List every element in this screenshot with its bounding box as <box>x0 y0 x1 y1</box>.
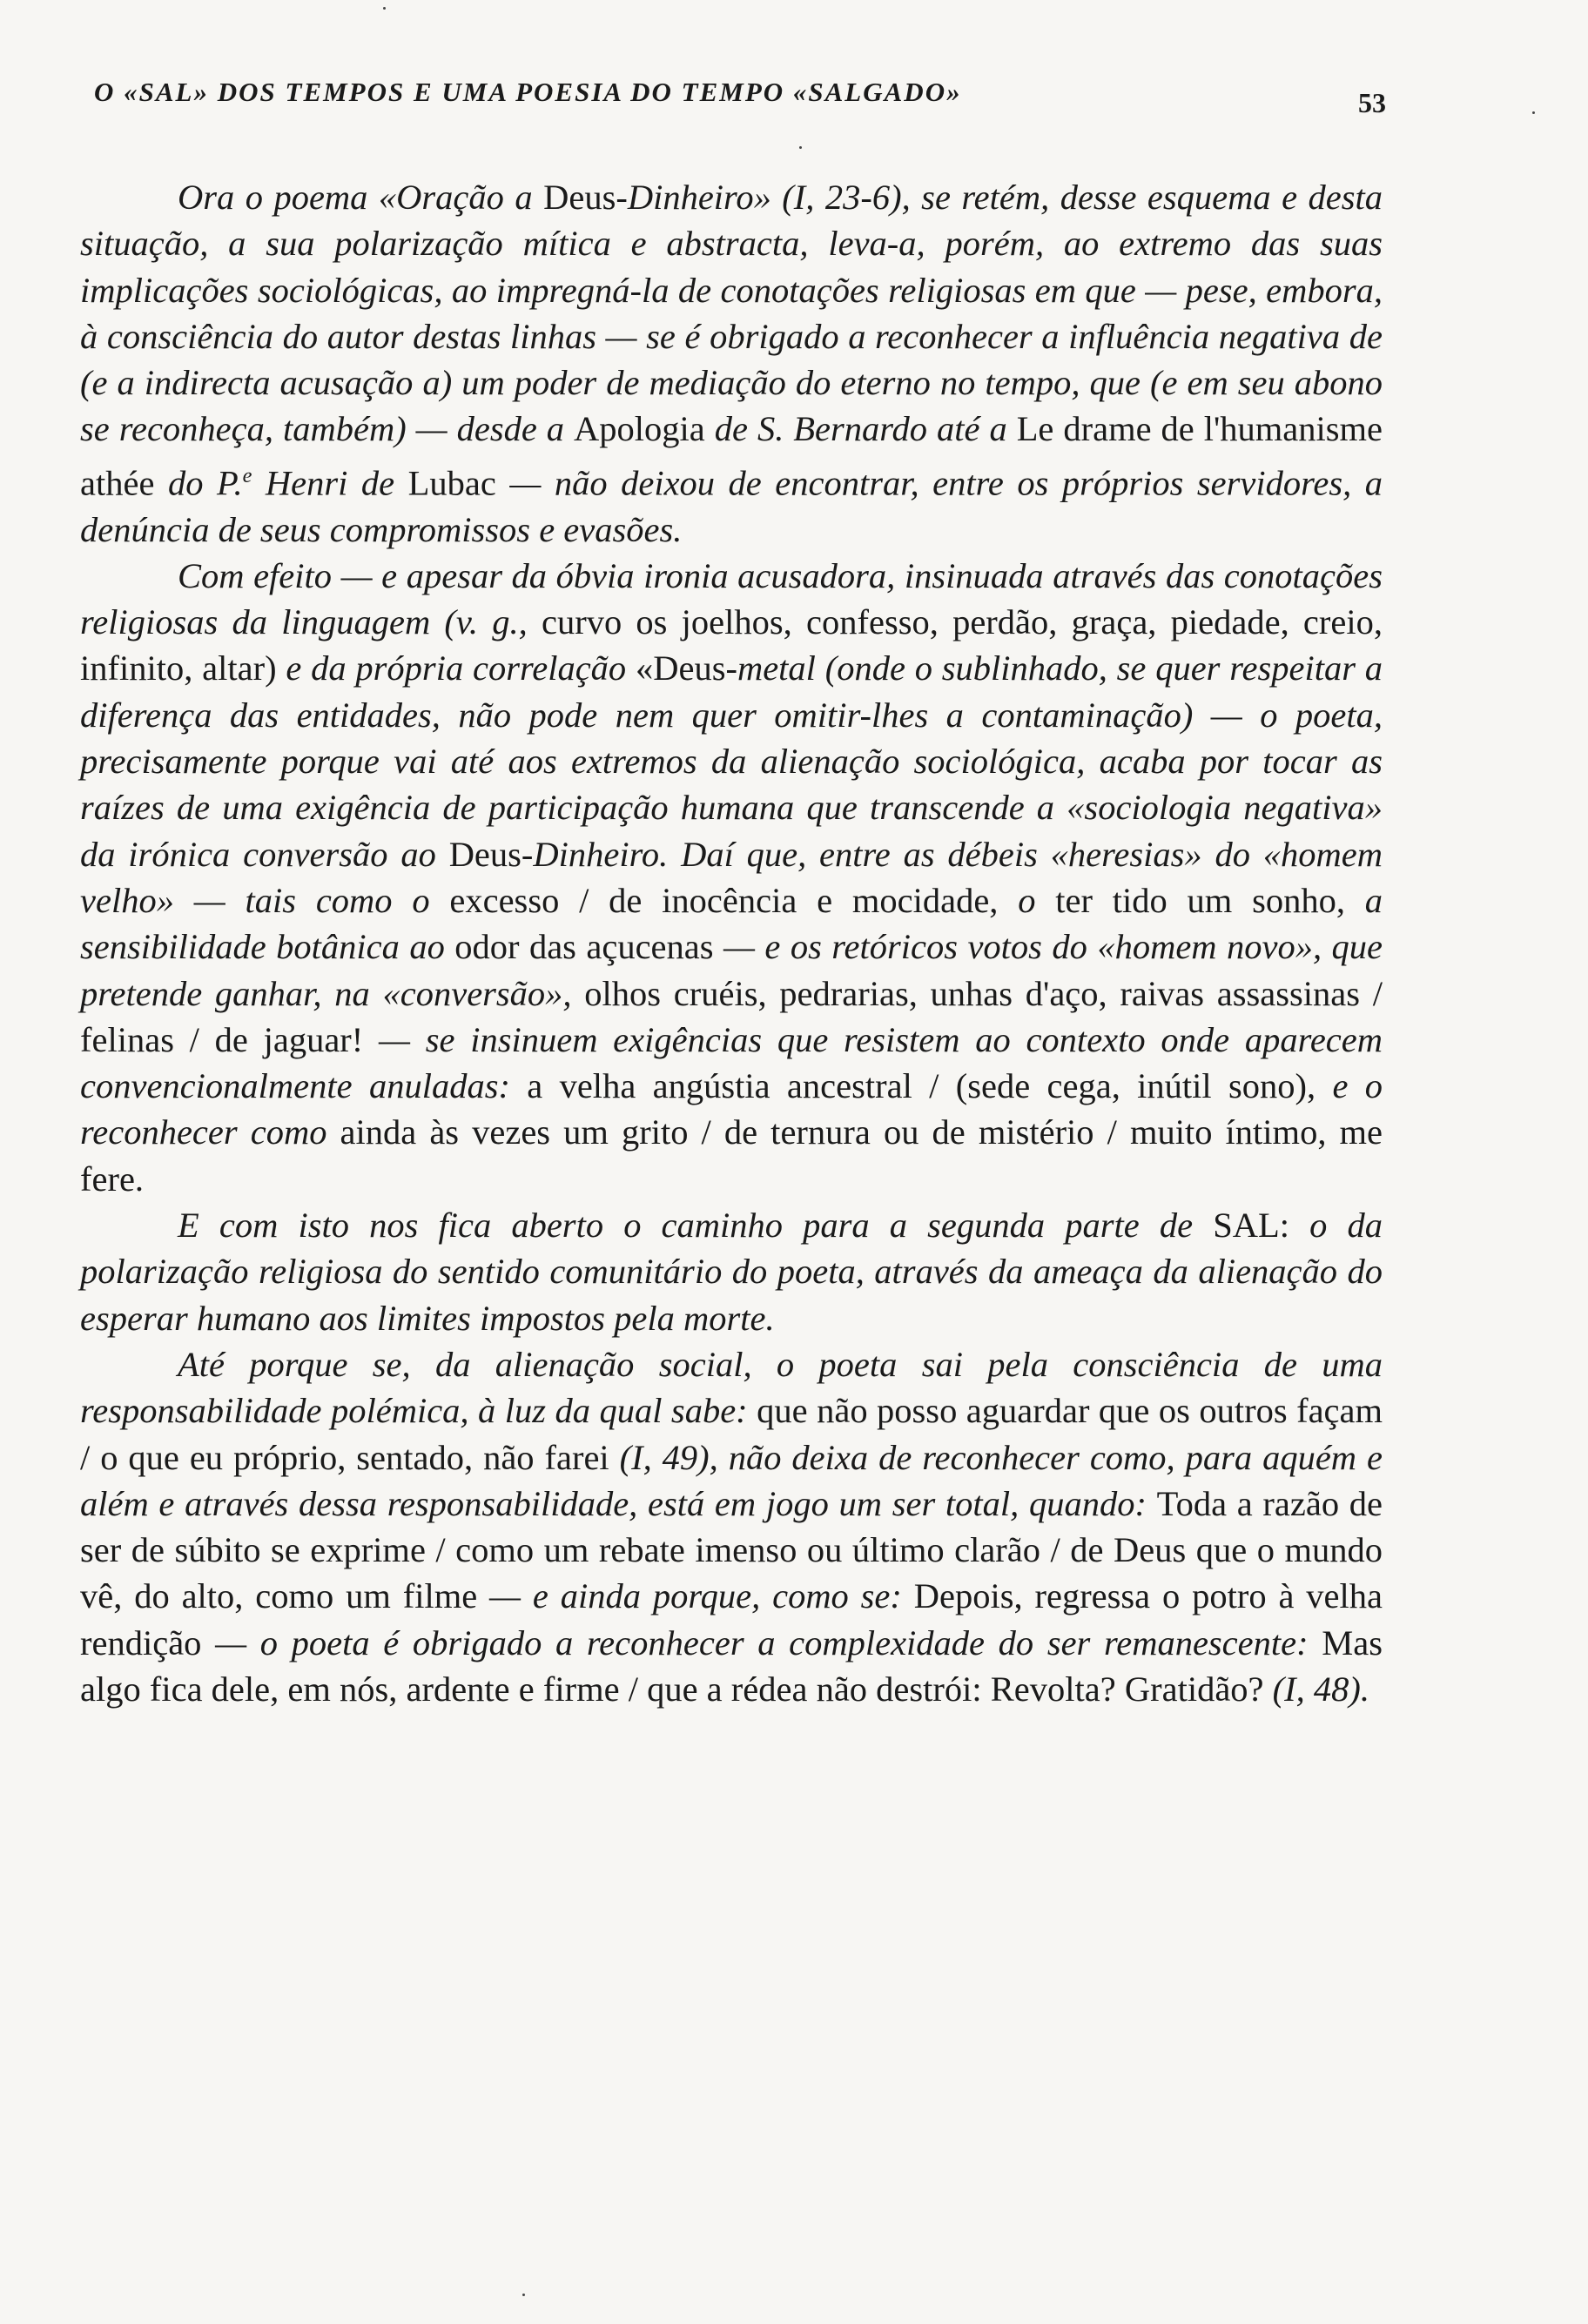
body-text <box>80 174 1383 1712</box>
italic-run: metal (onde o sublinhado, se quer respeitar a diferença das entidades, não pode nem quer omitir-lhes a contaminação) — o poeta, precisamente porque vai até aos extremos da alienação sociológica, acaba por tocar as raízes de uma exigência de participação humana que transcende a «sociologia negativa» da irónica conversão ao <box>80 648 1383 874</box>
print-speck <box>799 146 802 149</box>
roman-run: excesso / de inocência e mocidade, <box>449 880 999 920</box>
italic-run: (I, 48). <box>1263 1669 1369 1709</box>
italic-run: o da polarização religiosa do sentido comunitário do poeta, através da ameaça da alienação do esperar humano aos limites impostos pela morte. <box>80 1206 1383 1338</box>
italic-run: (I, 49), não deixa de reconhecer como, para aquém e além e através dessa responsabilidade, está em jogo um ser total, quando: <box>80 1437 1383 1523</box>
roman-run: Le drame de l'humanisme athée <box>80 409 1383 503</box>
paragraph-2 <box>80 553 1383 1202</box>
roman-run: odor das açucenas <box>454 927 714 967</box>
print-speck <box>1532 111 1535 114</box>
italic-run: Ora o poema «Oração a <box>178 178 544 217</box>
italic-run: — se insinuem exigências que resistem ao contexto onde aparecem convencionalmente anuladas: <box>80 1019 1383 1106</box>
roman-run: que não posso aguardar que os outros façam / o que eu próprio, sentado, não farei <box>80 1391 1383 1477</box>
print-speck <box>522 2294 525 2296</box>
italic-run: Dinheiro» (I, 23-6), se retém, desse esquema e desta situação, a sua polarização mítica e abstracta, leva-a, porém, ao extremo das suas implicações sociológicas, ao impregná-la de conotações religiosas em que — pese, embora, à consciência do autor destas linhas — se é obrigado a reconhecer a influência negativa de (e a indirecta acusação a) um poder de mediação do eterno no tempo, que (e em seu abono se reconheça, também) — desde a <box>80 178 1383 449</box>
roman-run: SAL: <box>1213 1206 1289 1246</box>
roman-run: Deus- <box>543 178 628 217</box>
italic-run: e da própria correlação <box>276 648 636 688</box>
italic-run: — e os retóricos votos do «homem novo», que pretende ganhar, na «conversão», <box>80 927 1383 1013</box>
italic-run: S. Bernardo <box>757 409 928 449</box>
italic-run: e <box>242 463 252 487</box>
roman-run: curvo os joelhos, confesso, perdão, graça, piedade, creio, infinito, altar) <box>80 602 1383 688</box>
italic-run: Dinheiro. Daí que, entre as débeis «heresias» do «homem velho» — tais como o <box>80 834 1383 920</box>
print-speck <box>383 7 386 10</box>
roman-run: Depois, regressa o potro à velha rendição <box>80 1576 1383 1662</box>
roman-run: «Deus- <box>635 648 737 688</box>
italic-run: E com isto nos fica aberto o caminho para a segunda parte de <box>178 1206 1214 1246</box>
roman-run: olhos cruéis, pedrarias, unhas d'aço, raivas assassinas / felinas / de jaguar! <box>80 973 1383 1059</box>
italic-run: Até porque se, da alienação social, o poeta sai pela consciência de uma responsabilidade polémica, à luz da qual sabe: <box>80 1344 1383 1431</box>
roman-run: Deus- <box>448 834 534 874</box>
paragraph-3 <box>80 1202 1383 1341</box>
paragraph-4 <box>80 1341 1383 1712</box>
roman-run: ainda às vezes um grito / de ternura ou de mistério / muito íntimo, me fere. <box>80 1112 1383 1199</box>
running-title: O «SAL» DOS TEMPOS E UMA POESIA DO TEMPO «SALGADO» <box>94 77 962 107</box>
roman-run: Apologia <box>574 409 705 449</box>
roman-run: a velha angústia ancestral / (sede cega, inútil sono), <box>527 1066 1316 1106</box>
roman-run: Mas algo fica dele, em nós, ardente e firme / que a rédea não destrói: Revolta? Gratidão? <box>80 1622 1383 1709</box>
italic-run: a sensibilidade botânica ao <box>80 880 1383 967</box>
italic-run: do P. <box>154 463 243 503</box>
italic-run: até a <box>927 409 1017 449</box>
italic-run: Com efeito — e apesar da óbvia ironia acusadora, insinuada através das conotações religiosas da linguagem (v. g., <box>80 555 1383 642</box>
italic-run: e o reconhecer como <box>80 1066 1383 1152</box>
italic-run: Henri de <box>252 463 408 503</box>
italic-run: de <box>704 409 757 449</box>
roman-run: Toda a razão de ser de súbito se exprime / como um rebate imenso ou último clarão / de Deus que o mundo vê, do alto, como um filme <box>80 1483 1383 1616</box>
italic-run: — o poeta é obrigado a reconhecer a complexidade do ser remanescente: <box>201 1622 1322 1662</box>
italic-run: — não deixou de encontrar, entre os próprios servidores, a denúncia de seus compromissos e evasões. <box>80 463 1383 549</box>
roman-run: ter tido um sonho, <box>1055 880 1345 920</box>
paragraph-1 <box>80 174 1383 553</box>
page-number: 53 <box>1358 87 1386 118</box>
roman-run: Lubac <box>407 463 496 503</box>
italic-run: — e ainda porque, como se: <box>477 1576 914 1616</box>
italic-run: o <box>998 880 1056 920</box>
